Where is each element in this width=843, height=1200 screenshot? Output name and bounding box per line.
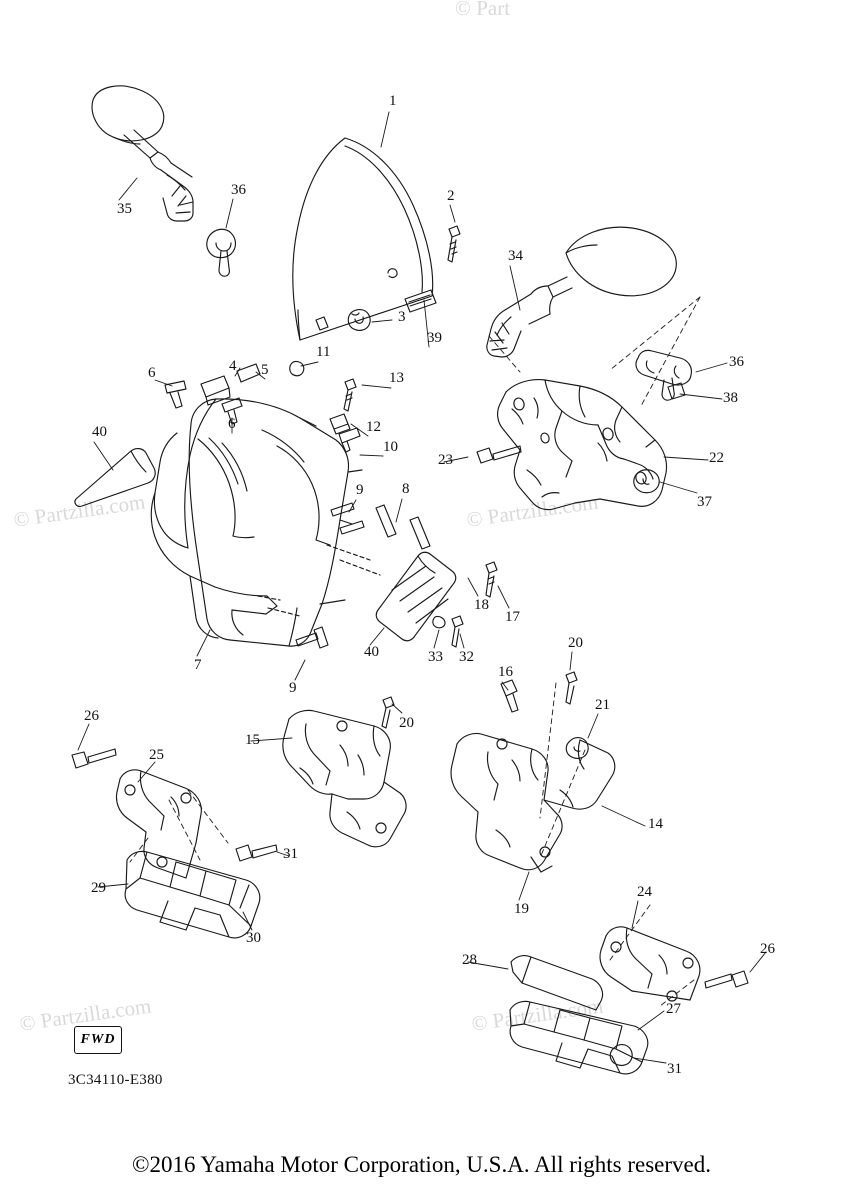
bolt-23 (477, 446, 521, 463)
callout-19: 19 (514, 901, 529, 917)
stay-bracket-22 (498, 380, 667, 510)
callout-30: 30 (246, 930, 261, 946)
callout-11: 11 (316, 344, 331, 360)
callout-7: 7 (194, 657, 202, 673)
callout-12: 12 (366, 419, 381, 435)
callout-9a: 9 (356, 482, 364, 498)
callout-23: 23 (438, 452, 453, 468)
fasteners-right-lower (501, 672, 588, 758)
callout-10: 10 (383, 439, 398, 455)
callout-18: 18 (474, 597, 489, 613)
diagram-part-number: 3C34110-E380 (68, 1072, 163, 1088)
watermark-top: © Part (455, 0, 511, 20)
callout-16: 16 (498, 664, 513, 680)
callout-14: 14 (648, 816, 663, 832)
callout-40b: 40 (364, 644, 379, 660)
cowling-clips (165, 364, 260, 424)
inner-panel-15 (283, 710, 406, 846)
watermark: © Partzilla.com (12, 489, 147, 532)
callout-8: 8 (402, 481, 410, 497)
callout-24: 24 (637, 884, 652, 900)
main-cowling (151, 399, 362, 646)
rods-8-9 (296, 503, 430, 648)
callout-5: 5 (261, 362, 269, 378)
windscreen (293, 138, 436, 340)
callout-28: 28 (462, 952, 477, 968)
screw-13 (344, 379, 356, 411)
bolts-right (634, 383, 685, 493)
left-mirror-assembly (92, 86, 193, 221)
watermark: © Partzilla.com (465, 489, 600, 532)
right-mirror-bracket (636, 350, 691, 400)
callout-35: 35 (117, 201, 132, 217)
callout-32: 32 (459, 649, 474, 665)
callout-31a: 31 (283, 846, 298, 862)
fwd-direction-indicator: FWD (74, 1026, 122, 1054)
callout-3: 3 (398, 309, 406, 325)
callout-34: 34 (508, 248, 523, 264)
callout-15: 15 (245, 732, 260, 748)
air-duct-panel (376, 552, 455, 640)
cover-29-30 (125, 851, 260, 937)
callout-6a: 6 (148, 365, 156, 381)
callout-21: 21 (595, 697, 610, 713)
callout-39: 39 (427, 330, 442, 346)
callout-29: 29 (91, 880, 106, 896)
callout-9b: 9 (289, 680, 297, 696)
inner-panel-14 (451, 733, 615, 872)
bolt-26-left (72, 749, 116, 768)
callout-26a: 26 (84, 708, 99, 724)
callout-17: 17 (505, 609, 520, 625)
copyright-notice: ©2016 Yamaha Motor Corporation, U.S.A. All rights reserved. (131, 1152, 711, 1177)
bolt-26-right (705, 971, 748, 988)
callout-25: 25 (149, 747, 164, 763)
callout-36a: 36 (231, 182, 246, 198)
callout-13: 13 (389, 370, 404, 386)
callout-2: 2 (447, 188, 455, 204)
pin-11 (290, 361, 304, 375)
screw-2 (448, 226, 460, 262)
callout-38: 38 (723, 390, 738, 406)
callout-1: 1 (389, 93, 397, 109)
callout-4: 4 (229, 358, 237, 374)
callout-31b: 31 (667, 1061, 682, 1077)
callout-6b: 6 (228, 416, 236, 432)
cover-27 (510, 1001, 648, 1073)
callout-36b: 36 (729, 354, 744, 370)
bracket-24 (600, 927, 700, 1001)
watermark: © Partzilla.com (18, 993, 153, 1036)
callout-20a: 20 (399, 715, 414, 731)
bolt-20-left (382, 697, 394, 728)
callout-33: 33 (428, 649, 443, 665)
callout-20b: 20 (568, 635, 583, 651)
bracket-25 (116, 770, 201, 878)
right-mirror-assembly (487, 227, 676, 357)
callout-27: 27 (666, 1001, 681, 1017)
left-mirror-bracket (207, 229, 236, 276)
callout-40a: 40 (92, 424, 107, 440)
bolt-31-left (236, 845, 277, 861)
callout-22: 22 (709, 450, 724, 466)
callout-26b: 26 (760, 941, 775, 957)
callout-37: 37 (697, 494, 712, 510)
panel-40-left (75, 449, 155, 507)
watermark: © Partzilla.com (470, 993, 605, 1036)
